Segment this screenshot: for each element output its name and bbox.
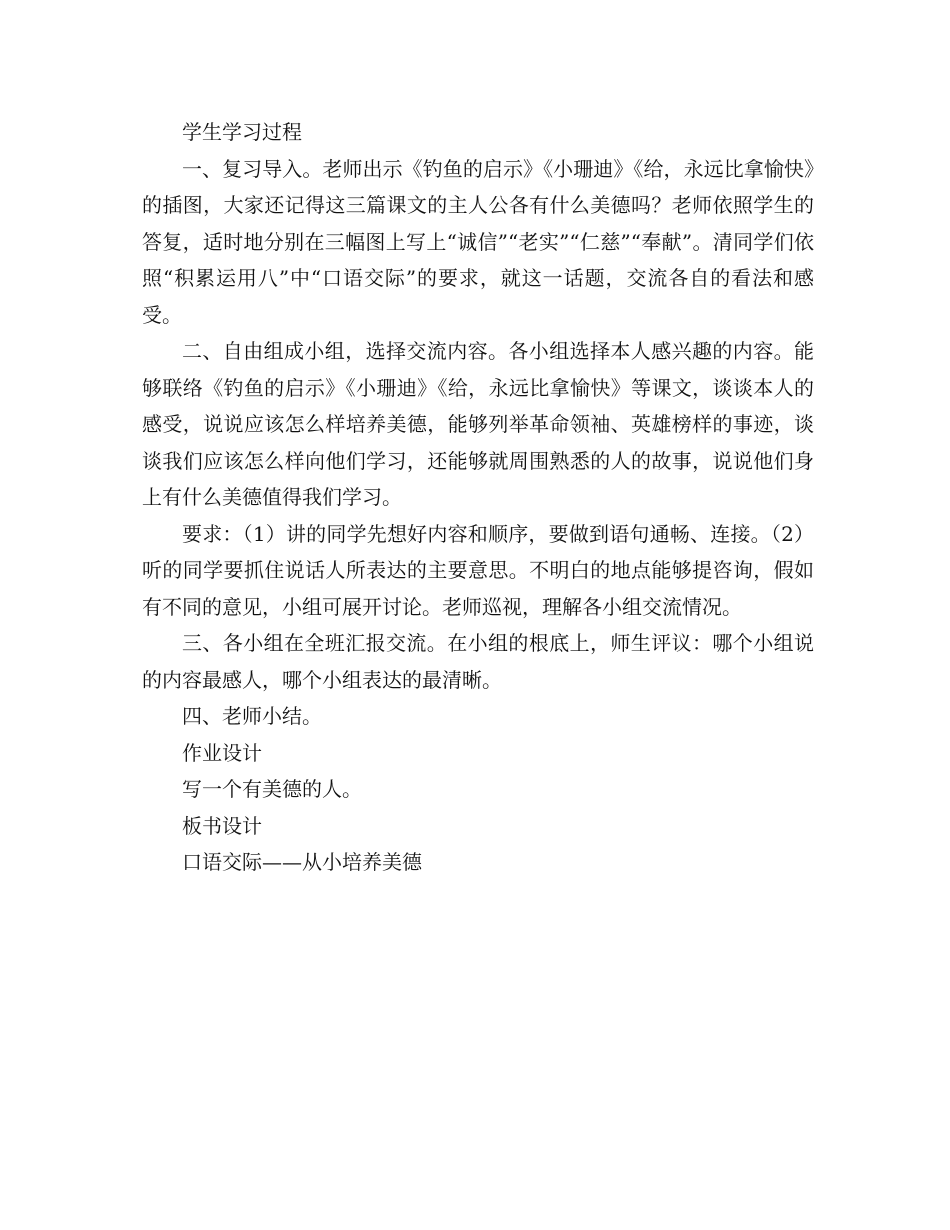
section-heading-board-design: 板书设计	[182, 813, 262, 838]
paragraph-review-intro: 一、复习导入。老师出示《钓鱼的启示》《小珊迪》《给，永远比拿愉快》的插图，大家还记得这三篇课文的主人公各有什么美德吗？老师依照学生的答复，适时地分别在三幅图上写上“诚信”“老实”“仁慈”“奉献”。清同学们依照“积累运用八”中“口语交际”的要求，就这一话题，交流各自的看法和感受。	[142, 156, 814, 327]
section-heading-homework: 作业设计	[182, 740, 262, 765]
paragraph-homework-task: 写一个有美德的人。	[182, 777, 362, 801]
paragraph-group-discussion: 二、自由组成小组，选择交流内容。各小组选择本人感兴趣的内容。能够联络《钓鱼的启示》《小珊迪》《给，永远比拿愉快》等课文，谈谈本人的感受，说说应该怎么样培养美德，能够列举革命领袖、英雄榜样的事迹，谈谈我们应该怎么样向他们学习，还能够就周围熟悉的人的故事，说说他们身上有什么美德值得我们学习。	[142, 339, 814, 509]
paragraph-teacher-summary: 四、老师小结。	[182, 704, 322, 728]
document-page	[142, 114, 814, 881]
paragraph-class-report: 三、各小组在全班汇报交流。在小组的根底上，师生评议：哪个小组说的内容最感人，哪个小组表达的最清晰。	[142, 631, 814, 692]
paragraph-board-title: 口语交际——从小培养美德	[182, 850, 422, 874]
section-heading-learning-process: 学生学习过程	[182, 120, 302, 144]
paragraph-requirements: 要求：（1）讲的同学先想好内容和顺序，要做到语句通畅、连接。（2）听的同学要抓住说话人所表达的主要意思。不明白的地点能够提咨询，假如有不同的意见，小组可展开讨论。老师巡视，理解各小组交流情况。	[142, 521, 814, 619]
